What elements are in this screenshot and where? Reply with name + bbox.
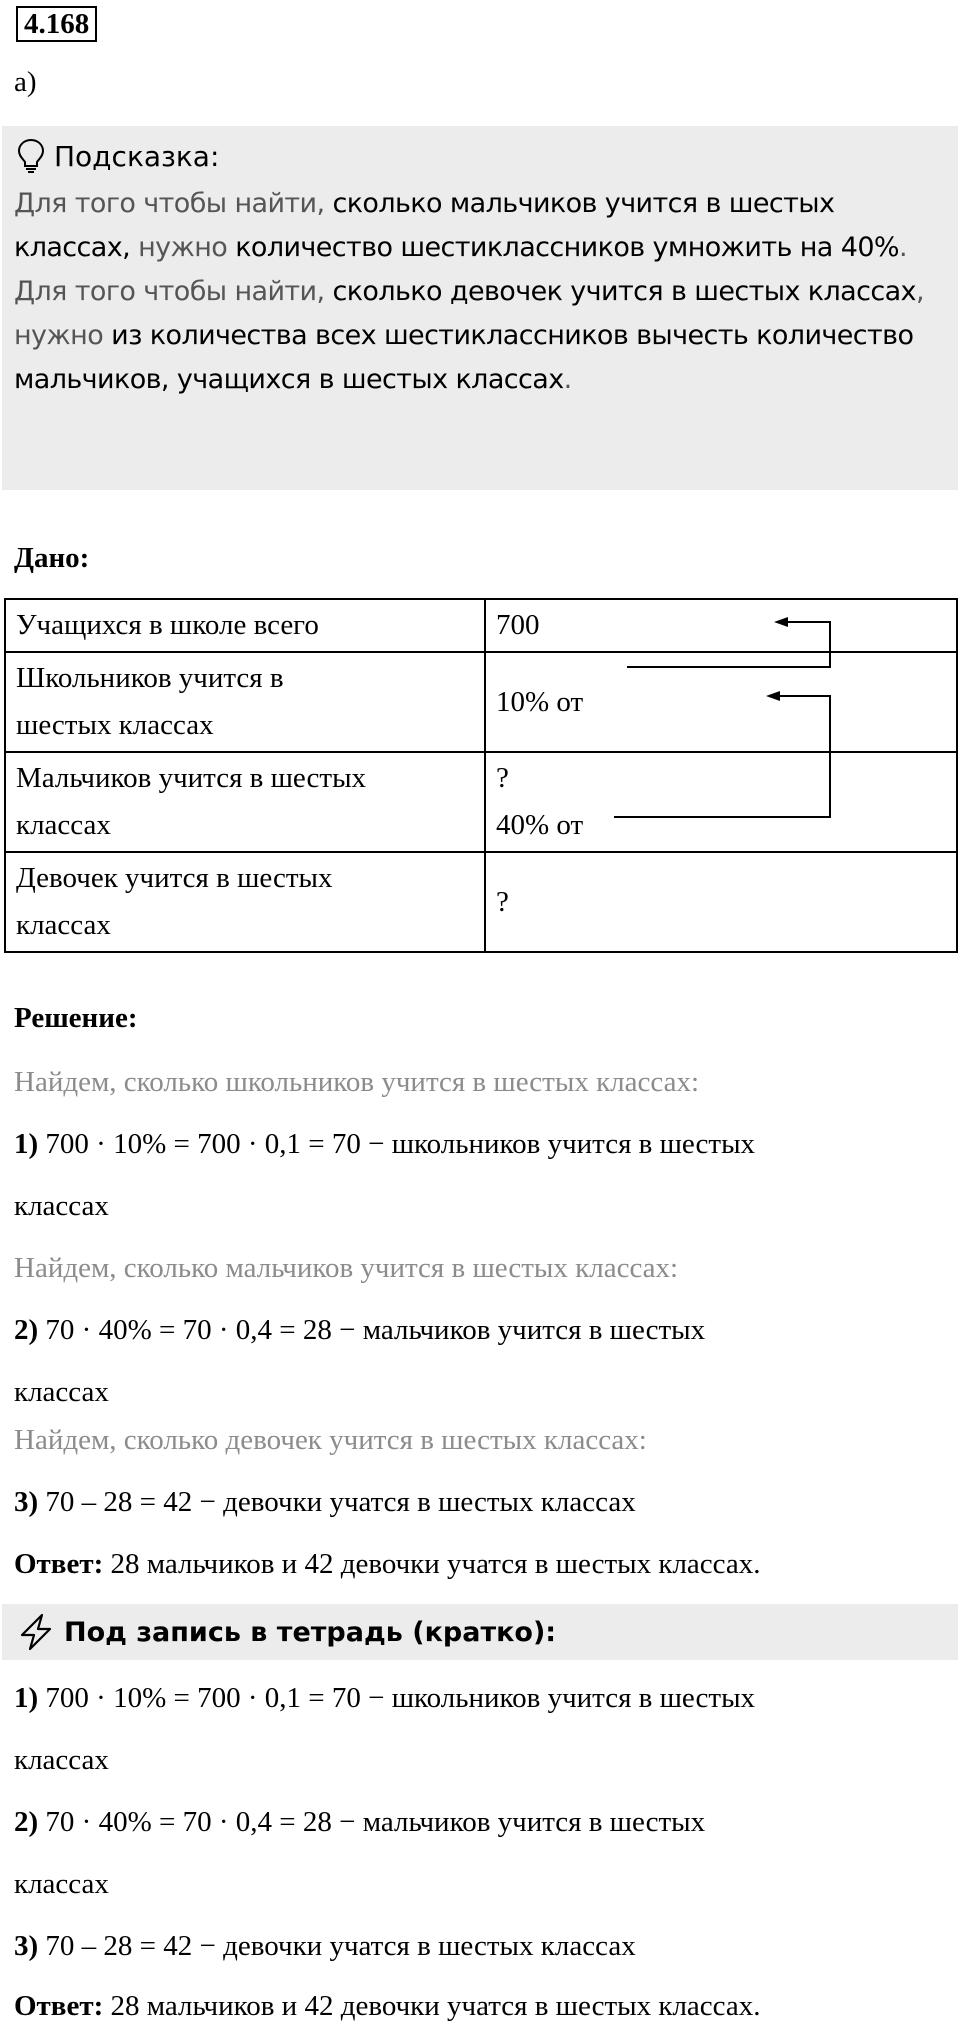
solution-step-3 (14, 1486, 636, 1519)
hint-emphasis: сколько мальчиков учится в шестых классах, (14, 188, 835, 263)
step-text: 70 – 28 = 42 − девочки учатся в шестых классах (38, 1486, 636, 1518)
given-value-line: 700 (496, 609, 540, 641)
given-label-cell (5, 599, 485, 652)
short-step-1-cont: классах (14, 1744, 109, 1776)
hint-emphasis: количество шестиклассников умножить на 40% (235, 232, 899, 263)
short-step-1 (14, 1682, 755, 1715)
step-number: 3) (14, 1930, 39, 1962)
step-text: 700 · 10% = 700 · 0,1 = 70 − школьников учится в шестых (38, 1128, 756, 1160)
task-number: 4.168 (16, 6, 97, 42)
step-text: 70 – 28 = 42 − девочки учатся в шестых классах (38, 1930, 636, 1962)
step-number: 2) (14, 1314, 39, 1346)
given-value-cell (485, 652, 957, 752)
hint-title-row (16, 136, 219, 176)
hint-emphasis: из количества всех шестиклассников вычесть количество мальчиков, учащихся в шестых классах (14, 320, 914, 395)
given-row (5, 652, 957, 752)
short-step-2 (14, 1806, 705, 1839)
given-label-cell (5, 652, 485, 752)
short-notation-header (2, 1604, 958, 1660)
given-value-cell (485, 852, 957, 952)
hint-box (2, 126, 958, 490)
given-label-line: Учащихся в школе всего (16, 609, 319, 641)
given-row (5, 599, 957, 652)
hint-text-run: , нужно (14, 276, 924, 351)
hint-text-run: нужно (130, 232, 236, 263)
given-label-line: шестых классах (16, 709, 214, 741)
step-text: 700 · 10% = 700 · 0,1 = 70 − школьников учится в шестых (38, 1682, 756, 1714)
step-number: 3) (14, 1486, 39, 1518)
given-title: Дано: (14, 542, 90, 574)
given-label-line: Девочек учится в шестых (16, 862, 333, 894)
given-label-line: Школьников учится в (16, 662, 284, 694)
short-step-2-cont: классах (14, 1868, 109, 1900)
step-number: 2) (14, 1806, 39, 1838)
lightning-icon (16, 1612, 56, 1652)
step-number: 1) (14, 1128, 39, 1160)
solution-step-2 (14, 1314, 705, 1347)
hint-text-run: . (563, 364, 572, 395)
solution-step-2-cont: классах (14, 1376, 109, 1408)
hint-emphasis: сколько девочек учится в шестых классах (332, 276, 916, 307)
solution-find-2: Найдем, сколько мальчиков учится в шестых классах: (14, 1252, 679, 1284)
lightbulb-icon (16, 138, 46, 174)
given-row (5, 852, 957, 952)
hint-title: Подсказка: (54, 139, 220, 173)
given-value-line: ? (496, 885, 509, 918)
given-label-line: классах (16, 809, 111, 841)
hint-paragraph-1 (14, 182, 944, 270)
short-notation-title: Под запись в тетрадь (кратко): (64, 1616, 557, 1648)
given-label-cell (5, 752, 485, 852)
hint-text-run: Для того чтобы найти, (14, 188, 333, 219)
solution-step-1-cont: классах (14, 1190, 109, 1222)
given-table (4, 598, 958, 953)
given-value-cell (485, 599, 957, 652)
given-value-line: ? (496, 762, 509, 794)
step-text: 70 · 40% = 70 · 0,4 = 28 − мальчиков учится в шестых (38, 1806, 706, 1838)
solution-title: Решение: (14, 1002, 138, 1034)
short-step-3 (14, 1930, 636, 1963)
step-number: 1) (14, 1682, 39, 1714)
answer-label: Ответ: (14, 1548, 104, 1580)
given-label-line: классах (16, 909, 111, 941)
answer-text: 28 мальчиков и 42 девочки учатся в шестых классах. (103, 1548, 761, 1580)
part-label: а) (14, 66, 37, 98)
hint-text-run: . (898, 232, 907, 263)
step-text: 70 · 40% = 70 · 0,4 = 28 − мальчиков учится в шестых (38, 1314, 706, 1346)
given-value-line: 40% от (496, 809, 584, 841)
given-label-cell (5, 852, 485, 952)
given-row (5, 752, 957, 852)
answer-text: 28 мальчиков и 42 девочки учатся в шестых классах. (103, 1990, 761, 2022)
given-label-line: Мальчиков учится в шестых (16, 762, 367, 794)
solution-find-1: Найдем, сколько школьников учится в шестых классах: (14, 1066, 700, 1098)
hint-text (14, 182, 944, 402)
hint-paragraph-2 (14, 270, 944, 402)
solution-find-3: Найдем, сколько девочек учится в шестых классах: (14, 1424, 647, 1456)
given-value-cell (485, 752, 957, 852)
solution-answer (14, 1548, 761, 1581)
given-value-line: 10% от (496, 685, 584, 718)
solution-step-1 (14, 1128, 755, 1161)
answer-label: Ответ: (14, 1990, 104, 2022)
hint-text-run: Для того чтобы найти, (14, 276, 333, 307)
short-answer (14, 1990, 761, 2023)
